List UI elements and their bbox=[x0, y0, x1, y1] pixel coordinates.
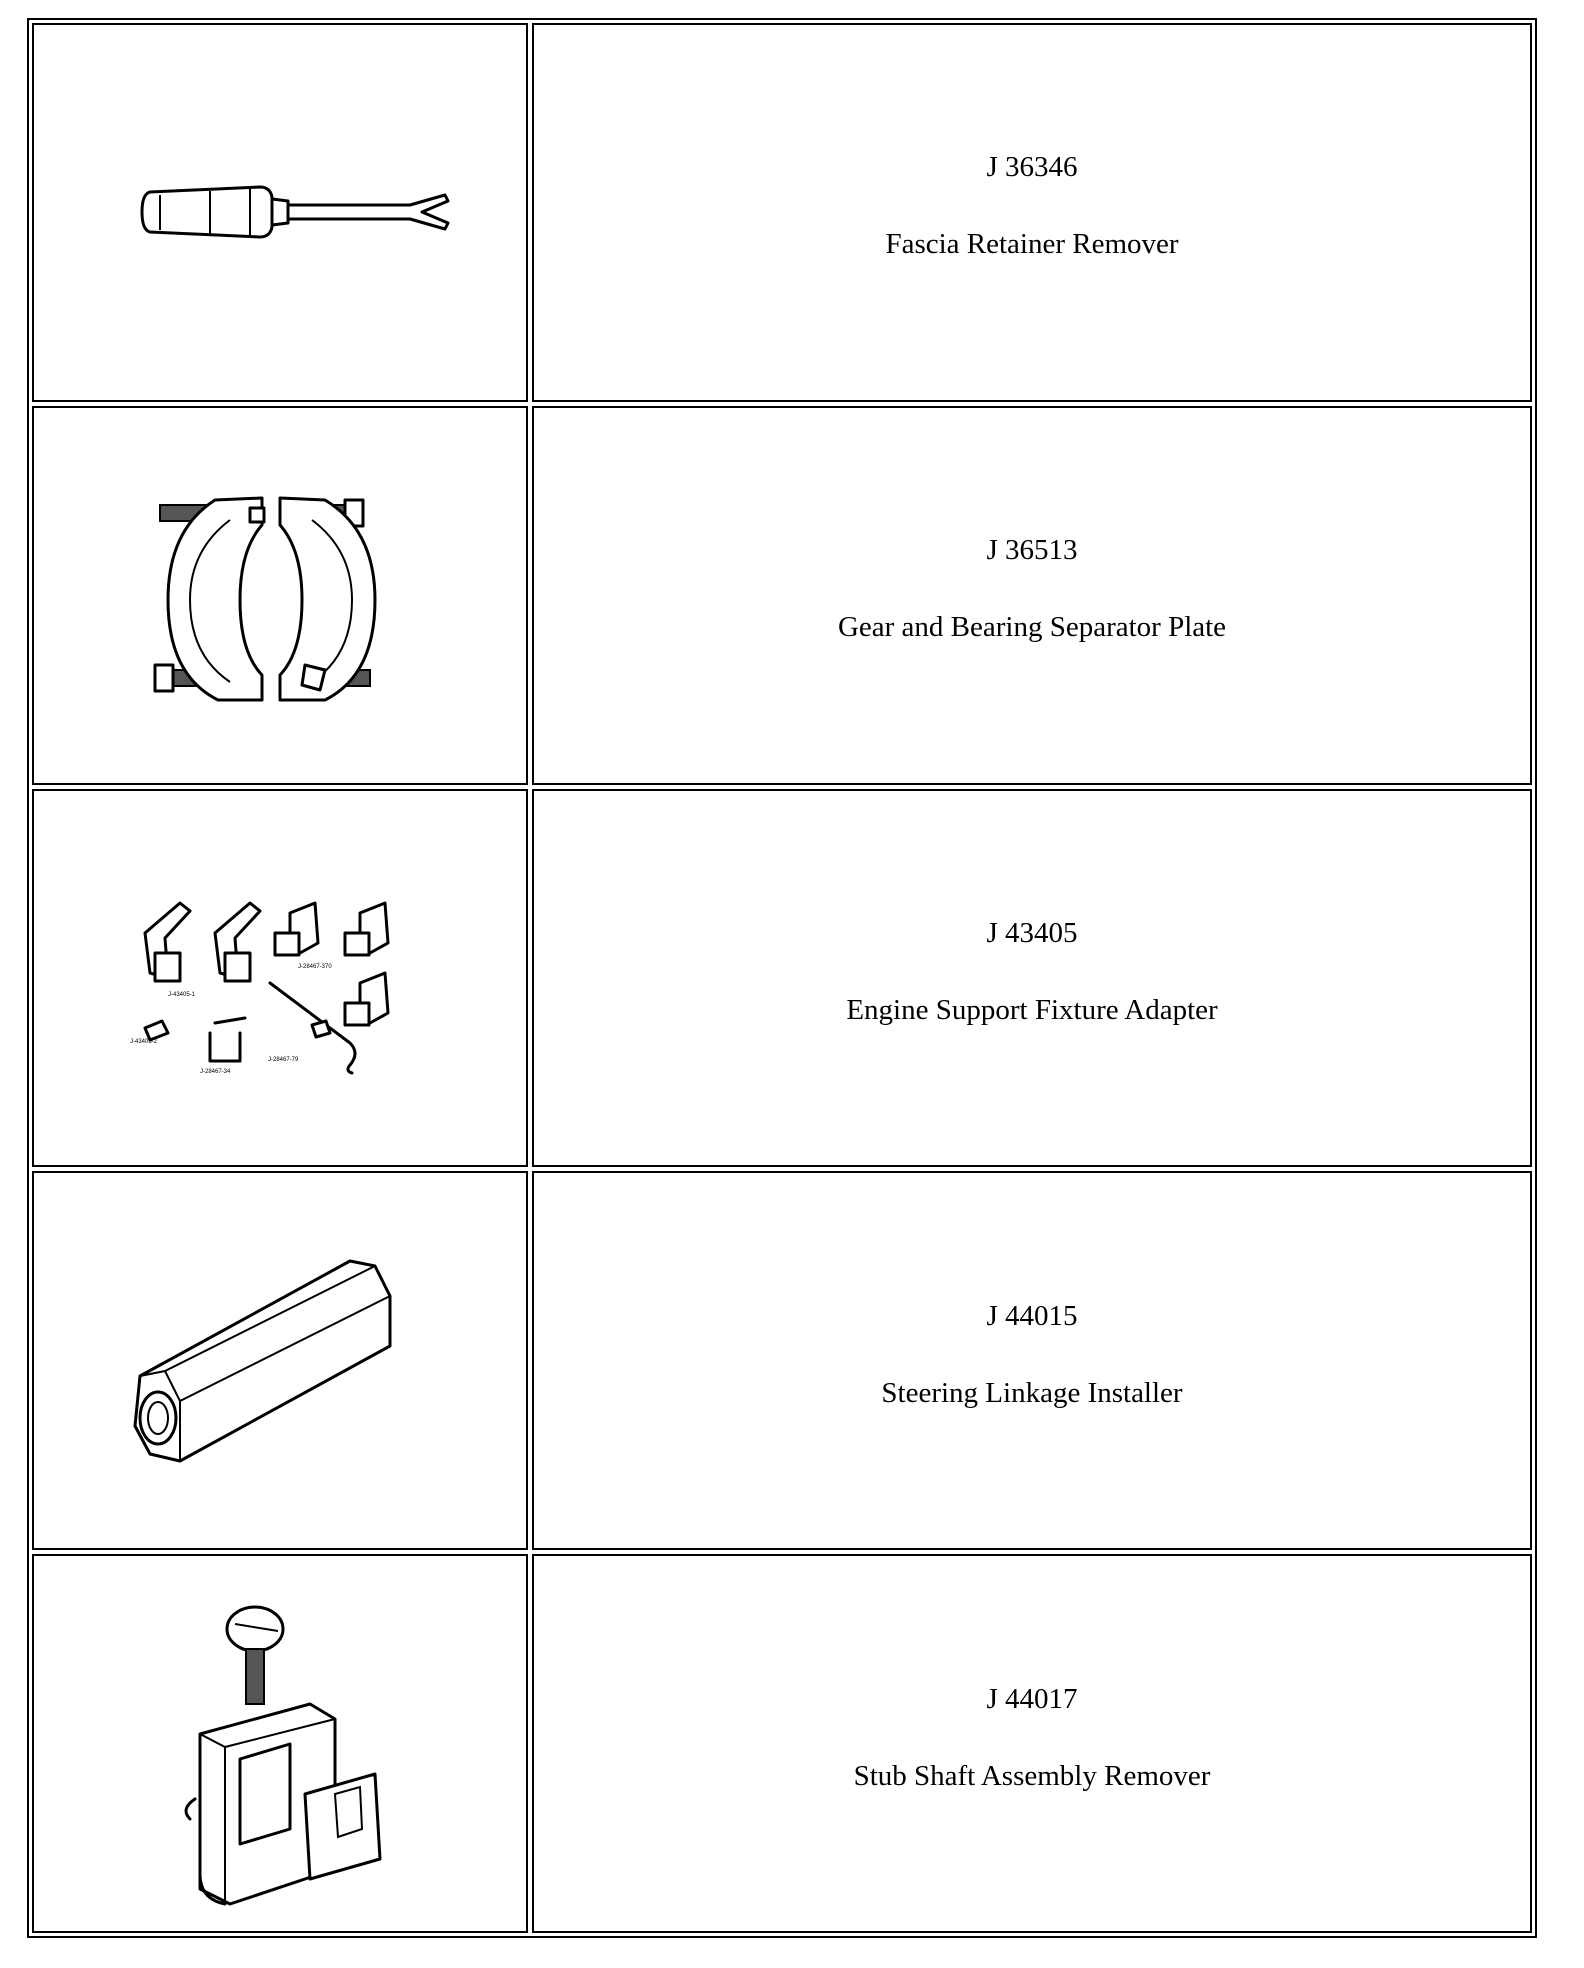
hex-coupler-icon bbox=[50, 1186, 510, 1536]
part-label: J-43405-1 bbox=[168, 991, 196, 998]
part-label: J-28467-34 bbox=[200, 1068, 231, 1075]
tool-text-cell bbox=[532, 1554, 1532, 1933]
tool-image-cell bbox=[32, 1171, 528, 1550]
part-label: J-28467-370 bbox=[298, 963, 332, 970]
tool-code: J 36346 bbox=[986, 151, 1078, 184]
tool-code: J 43405 bbox=[986, 916, 1078, 949]
fixture-adapter-kit-icon bbox=[50, 803, 510, 1153]
trim-pad-remover-icon bbox=[50, 37, 510, 387]
part-label: J-43405-2 bbox=[130, 1038, 158, 1045]
tool-image-cell bbox=[32, 1554, 528, 1933]
tool-description: Steering Linkage Installer bbox=[881, 1376, 1183, 1409]
special-tools-table bbox=[27, 18, 1537, 1938]
tool-code: J 44017 bbox=[986, 1682, 1078, 1715]
tool-description: Fascia Retainer Remover bbox=[885, 228, 1179, 261]
stub-shaft-clamp-icon bbox=[50, 1569, 510, 1919]
part-label: J-28467-79 bbox=[268, 1056, 299, 1063]
tool-text-cell bbox=[532, 23, 1532, 402]
tool-code: J 44015 bbox=[986, 1299, 1078, 1332]
tool-image-cell bbox=[32, 23, 528, 402]
tool-image-cell bbox=[32, 406, 528, 785]
tool-code: J 36513 bbox=[986, 534, 1078, 567]
tool-text-cell bbox=[532, 789, 1532, 1168]
tool-description: Stub Shaft Assembly Remover bbox=[853, 1759, 1211, 1792]
tool-description: Gear and Bearing Separator Plate bbox=[837, 611, 1227, 644]
tool-text-cell bbox=[532, 1171, 1532, 1550]
bearing-separator-icon bbox=[50, 420, 510, 770]
tool-text-cell bbox=[532, 406, 1532, 785]
tool-description: Engine Support Fixture Adapter bbox=[846, 993, 1218, 1026]
tool-image-cell bbox=[32, 789, 528, 1168]
